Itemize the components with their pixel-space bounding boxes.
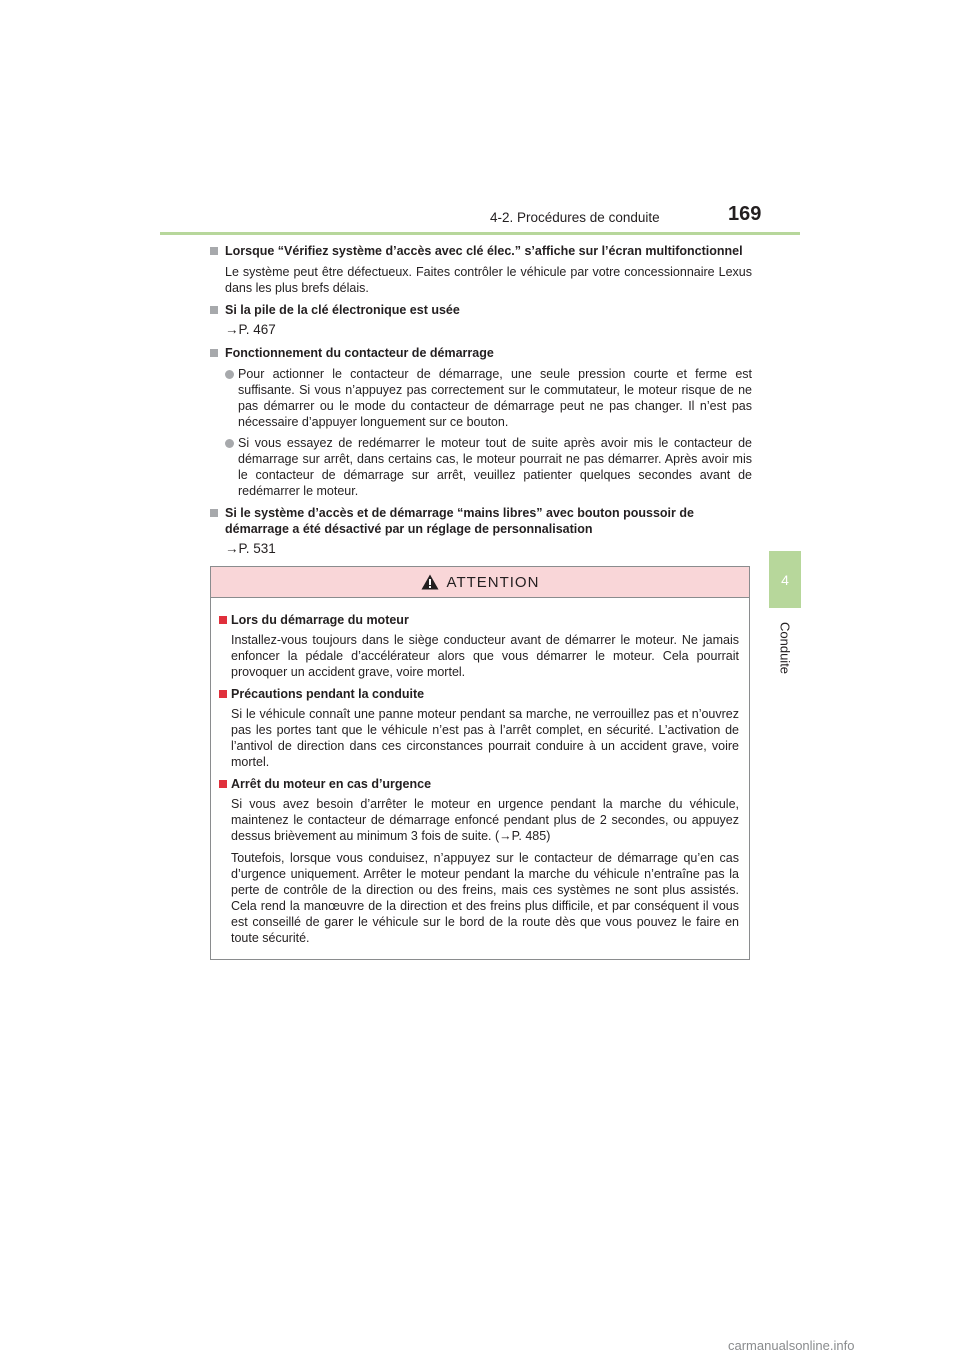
section-heading: Si le système d’accès et de démarrage “mains libres” avec bouton poussoir de démarrage a été désactivé par un réglage de personnalisation xyxy=(208,505,752,537)
page-reference: →P. 531 xyxy=(225,541,276,556)
red-square-icon xyxy=(219,690,227,698)
attention-body xyxy=(211,598,749,946)
main-content xyxy=(208,243,752,558)
chapter-tab-number: 4 xyxy=(769,551,801,608)
section-system-disabled xyxy=(208,505,752,558)
bullet-item: Si vous essayez de redémarrer le moteur tout de suite après avoir mis le contacteur de démarrage sur arrêt, dans certains cas, le moteur pourrait ne pas démarrer. Après avoir mis le contacteur de démarrage sur arrêt, veuillez patienter quelques secondes avant de redémarrer le moteur. xyxy=(208,435,752,499)
attention-item-heading: Précautions pendant la conduite xyxy=(219,686,739,702)
gray-square-icon xyxy=(210,509,218,517)
section-heading: Lorsque “Vérifiez système d’accès avec clé élec.” s’affiche sur l’écran multifonctionnel xyxy=(208,243,752,259)
section-heading: Si la pile de la clé électronique est usée xyxy=(208,302,752,318)
section-key-warning xyxy=(208,243,752,296)
section-text: Le système peut être défectueux. Faites contrôler le véhicule par votre concessionnaire Lexus dans les plus brefs délais. xyxy=(225,265,752,295)
chapter-tab-label: Conduite xyxy=(777,622,793,675)
attention-header xyxy=(211,567,749,598)
warning-triangle-icon xyxy=(421,574,439,590)
section-engine-switch xyxy=(208,345,752,499)
attention-item-text: Si le véhicule connaît une panne moteur pendant sa marche, ne verrouillez pas et n’ouvrez pas les portes tant que le véhicule n’est pas à l’arrêt complet, en sécurité. L’activation de l’antivol de direction dans ces circonstances pourrait conduire à un accident grave, voire mortel. xyxy=(231,707,739,769)
section-heading: Fonctionnement du contacteur de démarrage xyxy=(208,345,752,361)
attention-item-text: Installez-vous toujours dans le siège conducteur avant de démarrer le moteur. Ne jamais enfoncer la pédale d’accélérateur alors que vous démarrer le moteur. Cela pourrait provoquer un accident grave, voire mortel. xyxy=(231,633,739,679)
attention-item xyxy=(219,686,739,770)
attention-item xyxy=(219,776,739,946)
gray-square-icon xyxy=(210,306,218,314)
attention-item-heading: Lors du démarrage du moteur xyxy=(219,612,739,628)
attention-item xyxy=(219,612,739,680)
attention-box xyxy=(210,566,750,960)
watermark: carmanualsonline.info xyxy=(728,1338,855,1353)
running-header: 4-2. Procédures de conduite xyxy=(490,210,660,225)
attention-item-text: Toutefois, lorsque vous conduisez, n’appuyez sur le contacteur de démarrage qu’en cas d’urgence uniquement. Arrêter le moteur pendant la marche du véhicule n’entraîne pas la perte de contrôle de la direction ou des freins, mais ces systèmes ne sont plus assistés. Cela rend la manœuvre de la direction et des freins plus difficile, et par conséquent il vous est conseillé de garer le véhicule sur le bord de la route dès que vous pouvez le faire en toute sécurité. xyxy=(231,851,739,945)
gray-square-icon xyxy=(210,349,218,357)
bullet-dot-icon xyxy=(225,370,234,379)
section-key-battery xyxy=(208,302,752,339)
bullet-item: Pour actionner le contacteur de démarrage, une seule pression courte et ferme est suffisante. Si vous n’appuyez pas correctement sur le commutateur, le moteur risque de ne pas démarrer ou le mode du contacteur de démarrage peut ne pas changer. Il n’est pas nécessaire d’appuyer longuement sur ce bouton. xyxy=(208,366,752,430)
header-divider xyxy=(160,232,800,235)
attention-item-heading: Arrêt du moteur en cas d’urgence xyxy=(219,776,739,792)
red-square-icon xyxy=(219,616,227,624)
gray-square-icon xyxy=(210,247,218,255)
attention-title: ATTENTION xyxy=(446,573,540,591)
page-reference: →P. 467 xyxy=(225,322,276,337)
attention-item-text: Si vous avez besoin d’arrêter le moteur en urgence pendant la marche du véhicule, maintenez le contacteur de démarrage enfoncé pendant plus de 2 secondes, ou appuyez dessus brièvement au minimum 3 fois de suite. (→P. 485) xyxy=(231,797,739,843)
page-number: 169 xyxy=(728,203,762,225)
red-square-icon xyxy=(219,780,227,788)
bullet-dot-icon xyxy=(225,439,234,448)
